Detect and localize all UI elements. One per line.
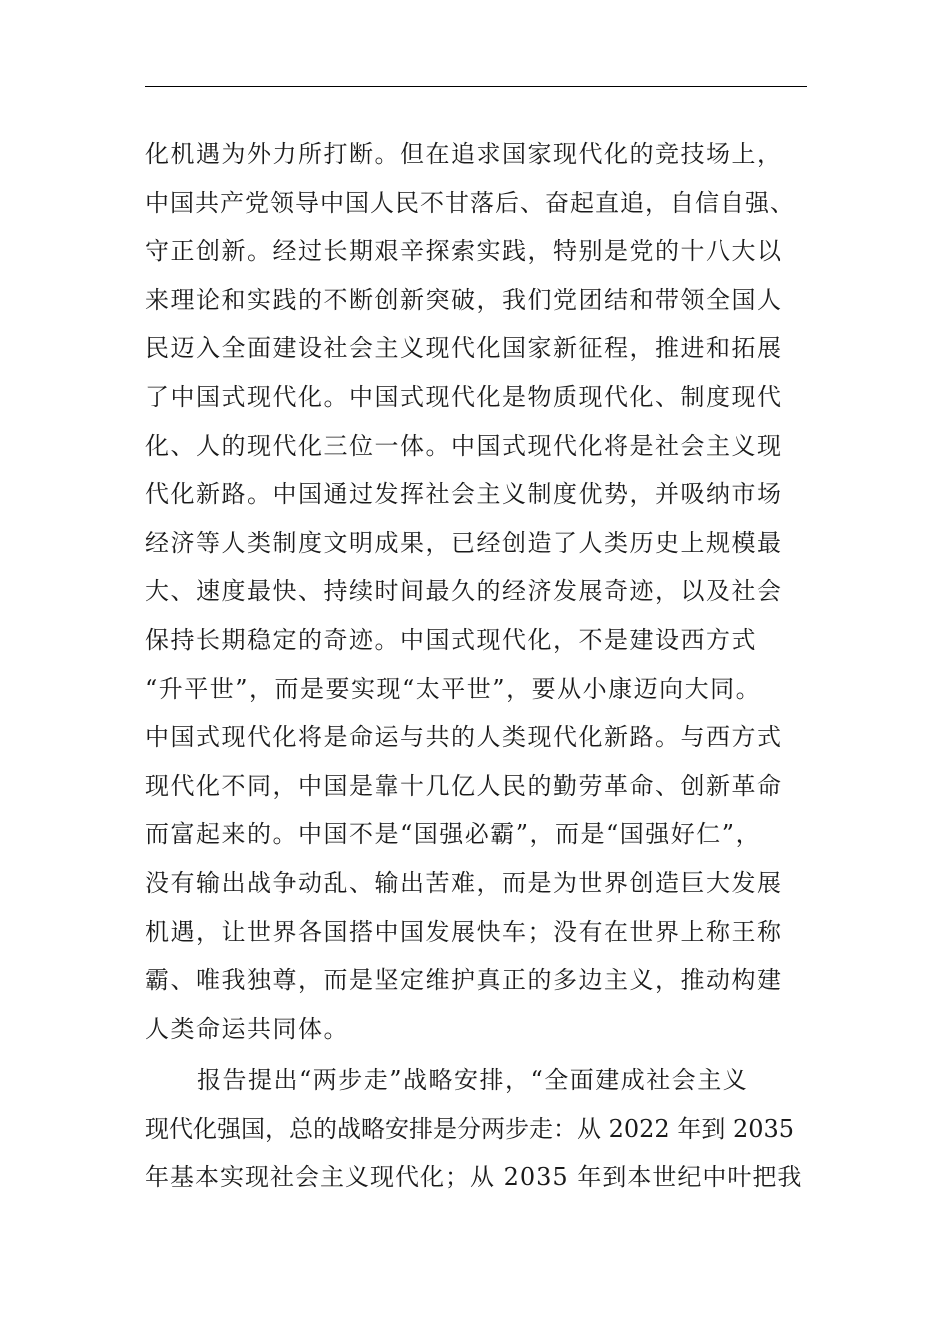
text-line: 霸、唯我独尊，而是坚定维护真正的多边主义，推动构建 <box>145 966 783 995</box>
text-line: 年基本实现社会主义现代化；从 2035 年到本世纪中叶把我 <box>145 1163 803 1192</box>
text-line: 而富起来的。中国不是“国强必霸”，而是“国强好仁”， <box>145 820 762 849</box>
text-line: 经济等人类制度文明成果，已经创造了人类历史上规模最 <box>145 528 783 557</box>
text-line: 机遇，让世界各国搭中国发展快车；没有在世界上称王称 <box>145 917 783 946</box>
text-line: 代化新路。中国通过发挥社会主义制度优势，并吸纳市场 <box>145 480 783 509</box>
header-rule <box>145 86 807 87</box>
text-line: 保持长期稳定的奇迹。中国式现代化，不是建设西方式 <box>145 625 757 654</box>
text-line: 没有输出战争动乱、输出苦难，而是为世界创造巨大发展 <box>145 868 783 897</box>
text-line: 人类命运共同体。 <box>145 1014 349 1043</box>
text-line: 来理论和实践的不断创新突破，我们党团结和带领全国人 <box>145 285 783 314</box>
text-line: 了中国式现代化。中国式现代化是物质现代化、制度现代 <box>145 382 783 411</box>
text-line: 化、人的现代化三位一体。中国式现代化将是社会主义现 <box>145 431 783 460</box>
text-line: 化机遇为外力所打断。但在追求国家现代化的竞技场上， <box>145 140 783 168</box>
text-line: 中国式现代化将是命运与共的人类现代化新路。与西方式 <box>145 723 783 752</box>
text-line: 大、速度最快、持续时间最久的经济发展奇迹，以及社会 <box>145 577 783 606</box>
text-line: 现代化强国，总的战略安排是分两步走：从 2022 年到 2035 <box>145 1114 795 1143</box>
text-line: 现代化不同，中国是靠十几亿人民的勤劳革命、创新革命 <box>145 771 783 800</box>
document-body <box>145 130 807 1202</box>
text-line: 民迈入全面建设社会主义现代化国家新征程，推进和拓展 <box>145 334 783 363</box>
text-line: 中国共产党领导中国人民不甘落后、奋起直追，自信自强、 <box>145 188 795 217</box>
text-line: 守正创新。经过长期艰辛探索实践，特别是党的十八大以 <box>145 237 783 266</box>
paragraph-first-line: 报告提出“两步走”战略安排，“全面建成社会主义 <box>197 1066 749 1095</box>
text-line: “升平世”，而是要实现“太平世”，要从小康迈向大同。 <box>145 674 762 703</box>
